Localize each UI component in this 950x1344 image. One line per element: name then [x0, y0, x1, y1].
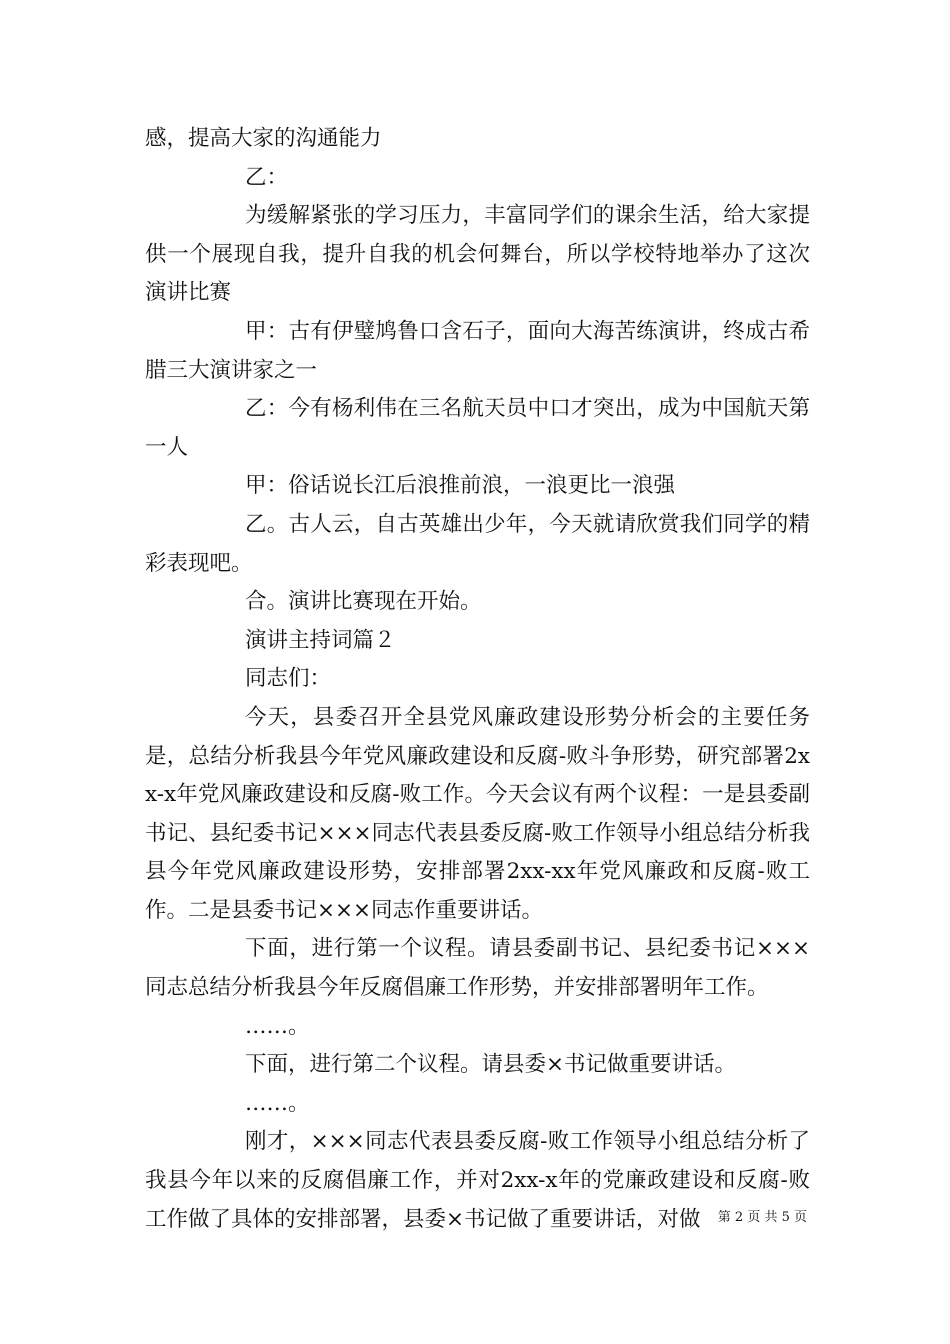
- document-body: [145, 120, 810, 1239]
- paragraph: 乙：今有杨利伟在三名航天员中口才突出，成为中国航天第一人: [145, 396, 810, 460]
- paragraph: 同志们：: [245, 666, 332, 692]
- paragraph: 下面，进行第二个议程。请县委×书记做重要讲话。: [245, 1052, 737, 1078]
- paragraph: 感，提高大家的沟通能力: [145, 126, 382, 151]
- paragraph: ……。: [245, 1013, 310, 1039]
- paragraph: 甲：古有伊璧鸠鲁口含石子，面向大海苦练演讲，终成古希腊三大演讲家之一: [145, 318, 810, 383]
- paragraph: ……。: [245, 1090, 310, 1116]
- page-number-footer: 第 2 页 共 5 页: [717, 1210, 807, 1225]
- paragraph: 为缓解紧张的学习压力，丰富同学们的课余生活，给大家提供一个展现自我，提升自我的机会何舞台，所以学校特地举办了这次演讲比赛: [145, 203, 810, 306]
- paragraph: 刚才，×××同志代表县委反腐-败工作领导小组总结分析了我县今年以来的反腐倡廉工作，并对2xx-x年的党廉政建设和反腐-败工作做了具体的安排部署，县委×书记做了重要讲话，对做: [145, 1129, 810, 1232]
- paragraph: 乙。古人云，自古英雄出少年，今天就请欣赏我们同学的精彩表现吧。: [145, 511, 810, 576]
- paragraph: 下面，进行第一个议程。请县委副书记、县纪委书记×××同志总结分析我县今年反腐倡廉工作形势，并安排部署明年工作。: [145, 936, 810, 1001]
- paragraph: 乙：: [245, 164, 289, 190]
- paragraph: 甲：俗话说长江后浪推前浪，一浪更比一浪强: [245, 473, 676, 499]
- paragraph: 演讲主持词篇２: [245, 627, 396, 653]
- paragraph: 今天，县委召开全县党风廉政建设形势分析会的主要任务是，总结分析我县今年党风廉政建设和反腐-败斗争形势，研究部署2xx-x年党风廉政建设和反腐-败工作。今天会议有两个议程：一是县委副书记、县纪委书记×××同志代表县委反腐-败工作领导小组总结分析我县今年党风廉政建设形势，安排部署2xx-xx年党风廉政和反腐-败工作。二是县委书记×××同志作重要讲话。: [145, 704, 810, 923]
- paragraph: 合。演讲比赛现在开始。: [245, 589, 482, 615]
